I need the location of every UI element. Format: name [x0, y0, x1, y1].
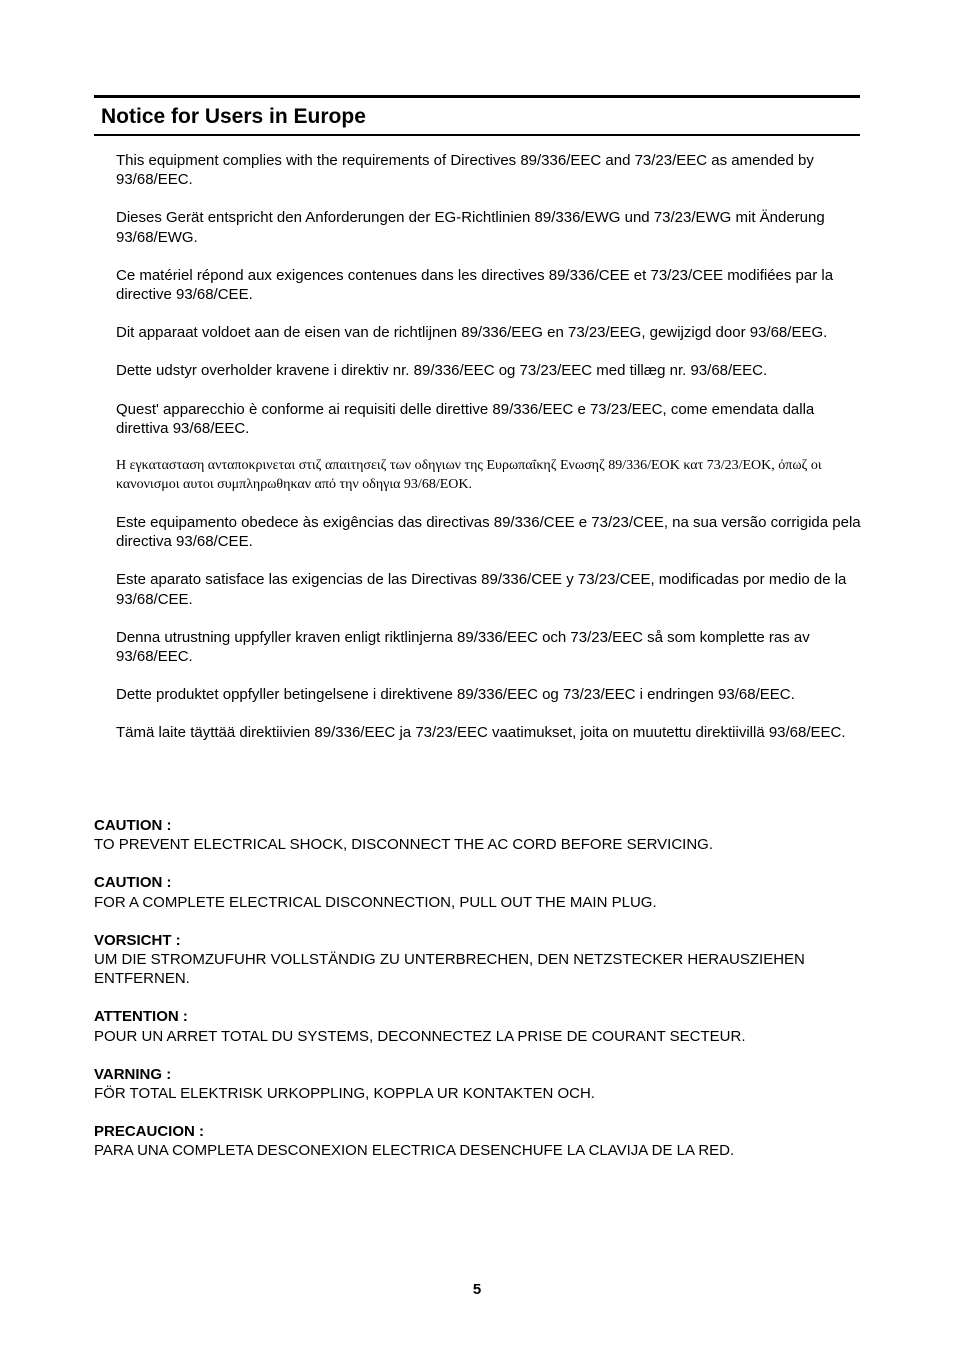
caution-block: [94, 931, 860, 989]
notice-spanish: Este aparato satisface las exigencias de las Directivas 89/336/CEE y 73/23/CEE, modificadas por medio de la 93/68/CEE.: [116, 571, 847, 608]
caution-heading: VORSICHT :: [94, 931, 181, 949]
notice-danish: Dette udstyr overholder kravene i direktiv nr. 89/336/EEC og 73/23/EEC med tillæg nr. 93/68/EEC.: [116, 362, 768, 380]
caution-text: FOR A COMPLETE ELECTRICAL DISCONNECTION, PULL OUT THE MAIN PLUG.: [94, 893, 657, 911]
caution-heading: PRECAUCION :: [94, 1123, 205, 1141]
caution-text: POUR UN ARRET TOTAL DU SYSTEMS, DECONNECTEZ LA PRISE DE COURANT SECTEUR.: [94, 1027, 746, 1045]
caution-block: [94, 816, 860, 854]
caution-block: [94, 873, 860, 911]
caution-block: [94, 1122, 860, 1160]
caution-heading: CAUTION :: [94, 874, 172, 892]
compliance-notices: [116, 151, 862, 762]
page-number: 5: [472, 1281, 482, 1298]
caution-heading: CAUTION :: [94, 817, 172, 834]
notice-swedish: Denna utrustning uppfyller kraven enligt riktlinjerna 89/336/EEC och 73/23/EEC så som komplette ras av 93/68/EEC.: [116, 628, 810, 666]
caution-heading: VARNING :: [94, 1065, 172, 1083]
section-title-bar: [94, 95, 860, 136]
caution-text: FÖR TOTAL ELEKTRISK URKOPPLING, KOPPLA UR KONTAKTEN OCH.: [94, 1085, 595, 1103]
caution-statements: [94, 816, 860, 1180]
notice-greek: Η εγκατασταση ανταποκρινεται στιζ απαιτησειζ των οδηγιων της Ευρωπαΐκηζ Ενωσηζ 89/336/ΕΟΚ κατ 73/23/ΕΟΚ, όπωζ οι κανονισμοι αυτοι συμπληρωθηκαν από την οδηγια 93/68/ΕΟΚ.: [116, 458, 822, 492]
notice-norwegian: Dette produktet oppfyller betingelsene i direktivene 89/336/EEC og 73/23/EEC i endringen 93/68/EEC.: [116, 686, 795, 704]
notice-italian: Quest' apparecchio è conforme ai requisiti delle direttive 89/336/EEC e 73/23/EEC, come emendata dalla direttiva 93/68/EEC.: [116, 400, 815, 437]
caution-text: PARA UNA COMPLETA DESCONEXION ELECTRICA DESENCHUFE LA CLAVIJA DE LA RED.: [94, 1142, 735, 1160]
notice-french: Ce matériel répond aux exigences contenues dans les directives 89/336/CEE et 73/23/CEE modifiées par la directive 93/68/CEE.: [116, 266, 834, 304]
notice-german: Dieses Gerät entspricht den Anforderungen der EG-Richtlinien 89/336/EWG und 73/23/EWG mit Änderung 93/68/EWG.: [116, 209, 825, 246]
notice-english: This equipment complies with the requirements of Directives 89/336/EEC and 73/23/EEC as amended by 93/68/EEC.: [116, 152, 814, 189]
caution-heading: ATTENTION :: [94, 1008, 188, 1026]
caution-block: [94, 1007, 860, 1045]
page-title: Notice for Users in Europe: [101, 105, 366, 128]
notice-portuguese: Este equipamento obedece às exigências das directivas 89/336/CEE e 73/23/CEE, na sua versão corrigida pela directiva 93/68/CEE.: [116, 514, 861, 551]
caution-text: UM DIE STROMZUFUHR VOLLSTÄNDIG ZU UNTERBRECHEN, DEN NETZSTECKER HERAUSZIEHEN ENTFERNEN.: [94, 951, 805, 988]
notice-finnish: Tämä laite täyttää direktiivien 89/336/EEC ja 73/23/EEC vaatimukset, joita on muutettu direktiivillä 93/68/EEC.: [116, 724, 846, 742]
notice-dutch: Dit apparaat voldoet aan de eisen van de richtlijnen 89/336/EEG en 73/23/EEG, gewijzigd door 93/68/EEG.: [116, 324, 828, 342]
caution-block: [94, 1065, 860, 1103]
caution-text: TO PREVENT ELECTRICAL SHOCK, DISCONNECT THE AC CORD BEFORE SERVICING.: [94, 836, 714, 854]
